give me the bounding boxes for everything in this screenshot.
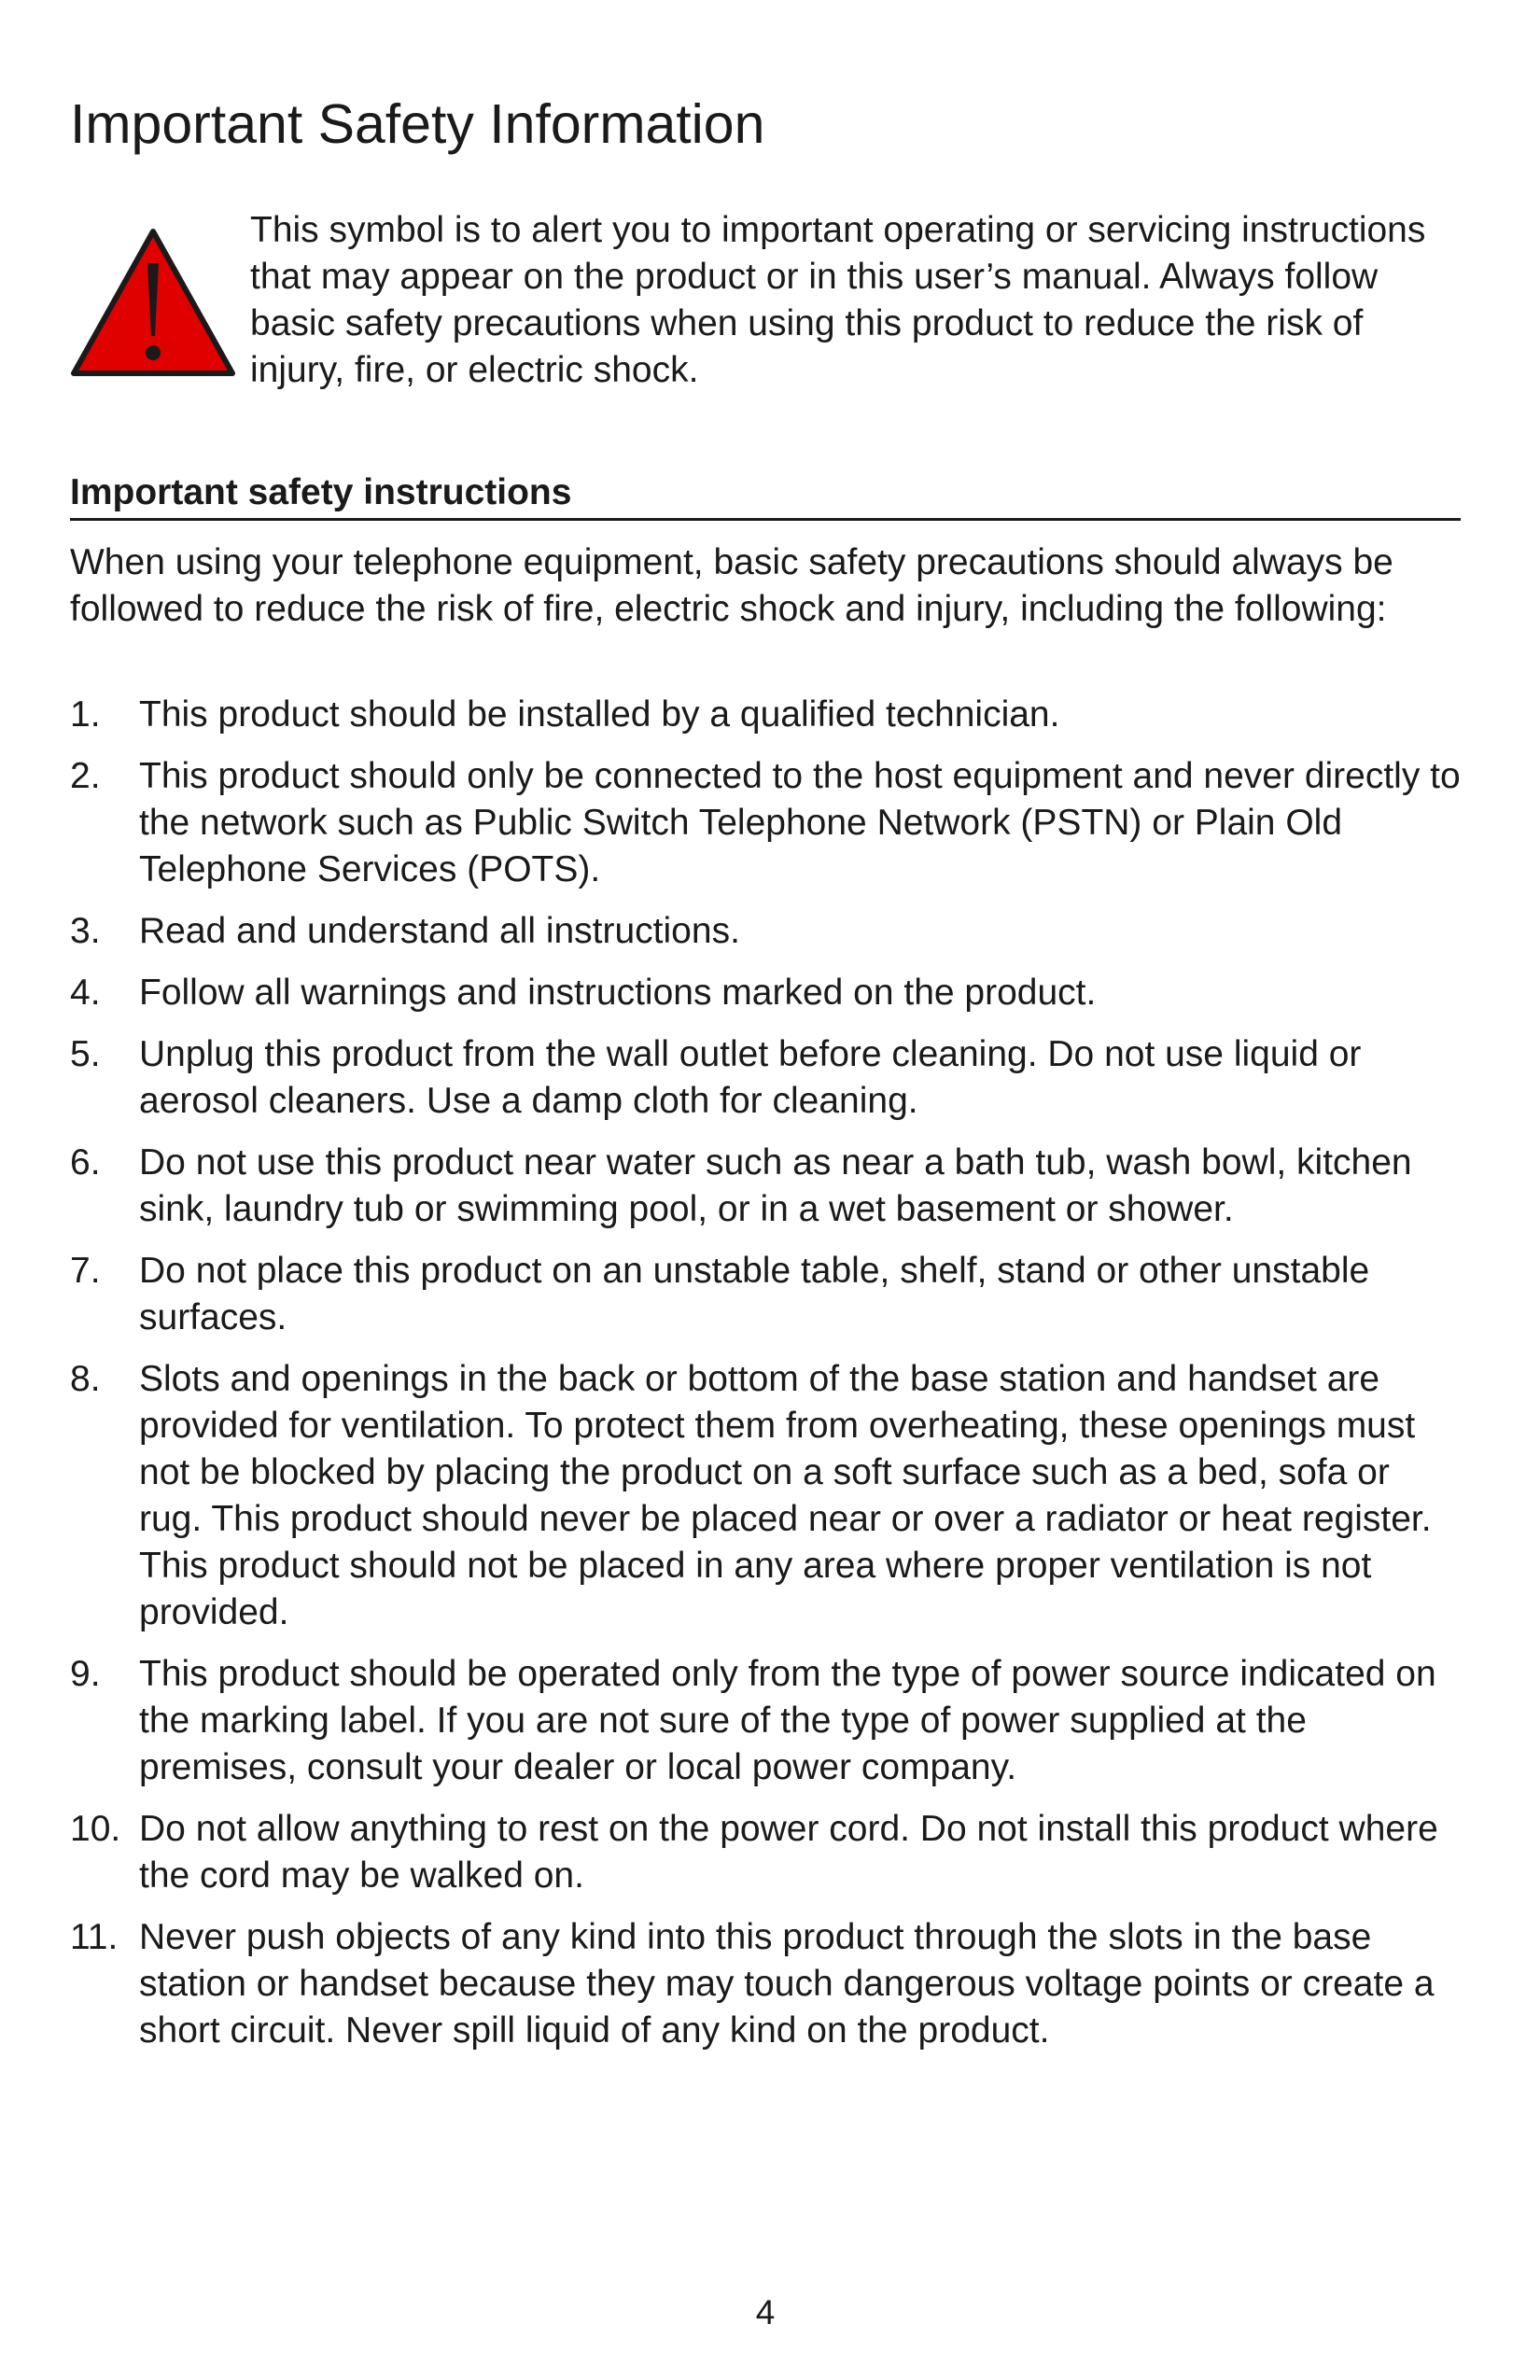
list-item-number: 5.: [70, 1034, 101, 1074]
list-item: [70, 1248, 1461, 1341]
list-item: [70, 908, 1461, 955]
list-item: [70, 1914, 1461, 2054]
alert-description: This symbol is to alert you to important operating or servicing instructions that may appear on the product or in this user’s manual. Always follow basic safety precautions when using this product to reduce the risk of injury, fire, or electric shock.: [250, 210, 1426, 390]
list-item-number: 7.: [70, 1251, 101, 1291]
list-item-text: Do not use this product near water such as near a bath tub, wash bowl, kitchen sink, laundry tub or swimming pool, or in a wet basement or shower.: [139, 1142, 1412, 1229]
list-item-text: This product should be installed by a qualified technician.: [139, 694, 1060, 735]
list-item-text: Unplug this product from the wall outlet before cleaning. Do not use liquid or aerosol cleaners. Use a damp cloth for cleaning.: [139, 1034, 1362, 1121]
list-item-number: 3.: [70, 911, 101, 951]
list-item-text: Never push objects of any kind into this product through the slots in the base station or handset because they may touch dangerous voltage points or create a short circuit. Never spill liquid of any kind on the product.: [139, 1917, 1435, 2051]
warning-triangle-icon: [70, 228, 236, 377]
list-item: [70, 753, 1461, 893]
list-item: [70, 970, 1461, 1016]
list-item: [70, 692, 1461, 738]
manual-page: [70, 0, 1461, 2380]
list-item-number: 8.: [70, 1359, 101, 1399]
instruction-list: [70, 692, 1461, 2069]
list-item-number: 9.: [70, 1654, 101, 1694]
section-divider: [70, 518, 1461, 521]
list-item-text: Do not allow anything to rest on the power cord. Do not install this product where the cord may be walked on.: [139, 1809, 1438, 1896]
safety-alert: [70, 207, 1461, 394]
page-title: Important Safety Information: [70, 93, 765, 155]
list-item: [70, 1806, 1461, 1899]
list-item-text: This product should only be connected to the host equipment and never directly to the network such as Public Switch Telephone Network (PSTN) or Plain Old Telephone Services (POTS).: [139, 756, 1461, 889]
intro-paragraph: When using your telephone equipment, basic safety precautions should always be followed to reduce the risk of fire, electric shock and injury, including the following:: [70, 542, 1393, 629]
list-item-number: 1.: [70, 694, 101, 735]
list-item-text: Slots and openings in the back or bottom of the base station and handset are provided for ventilation. To protect them from overheating, these openings must not be blocked by placing the product on a soft surface such as a bed, sofa or rug. This product should never be placed near or over a radiator or heat register. This product should not be placed in any area where proper ventilation is not provided.: [139, 1359, 1432, 1632]
list-item-number: 2.: [70, 756, 101, 796]
page-number: 4: [755, 2293, 776, 2331]
section-heading: Important safety instructions: [70, 472, 572, 512]
list-item: [70, 1651, 1461, 1791]
list-item: [70, 1140, 1461, 1233]
list-item-text: Do not place this product on an unstable table, shelf, stand or other unstable surfaces.: [139, 1251, 1370, 1337]
list-item-text: This product should be operated only from the type of power source indicated on the marking label. If you are not sure of the type of power supplied at the premises, consult your dealer or local power company.: [139, 1654, 1436, 1787]
list-item-number: 10.: [70, 1809, 121, 1849]
list-item-number: 11.: [70, 1917, 119, 1957]
list-item-text: Follow all warnings and instructions marked on the product.: [139, 973, 1097, 1013]
list-item-number: 4.: [70, 973, 101, 1013]
list-item-number: 6.: [70, 1142, 101, 1183]
list-item: [70, 1356, 1461, 1636]
list-item: [70, 1031, 1461, 1125]
list-item-text: Read and understand all instructions.: [139, 911, 740, 951]
